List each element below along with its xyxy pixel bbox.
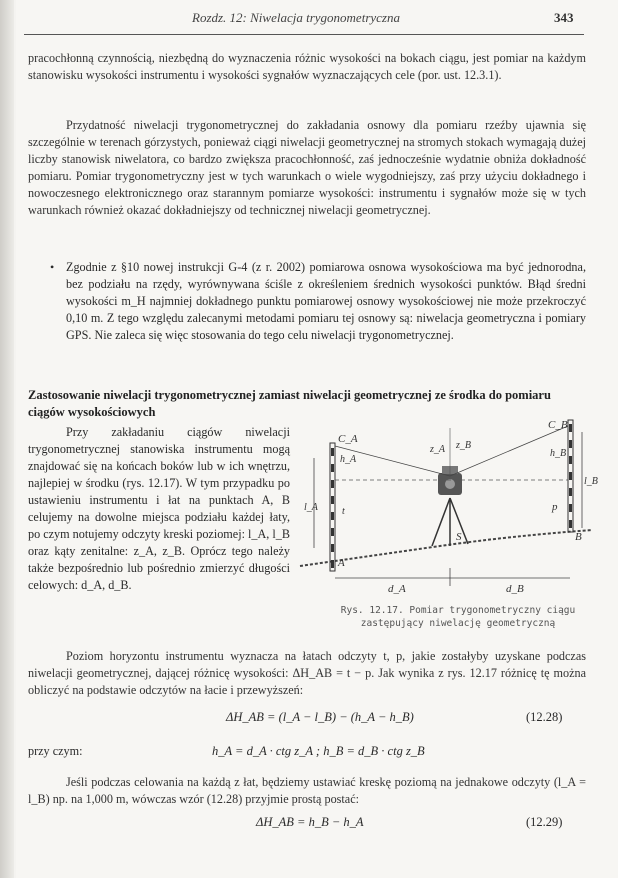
label-hb: h_B — [550, 448, 567, 459]
label-lb: l_B — [584, 476, 598, 487]
przy-czym-label: przy czym: — [28, 744, 83, 758]
figure-12-17 — [300, 418, 598, 608]
label-p: p — [552, 501, 558, 513]
label-a: A — [338, 557, 345, 569]
label-b: B — [575, 531, 582, 543]
label-za: z_A — [430, 444, 445, 455]
caption-line-1: Rys. 12.17. Pomiar trygonometryczny ciągu — [340, 605, 576, 616]
label-la: l_A — [304, 502, 318, 513]
equation-number-12-28: (12.28) — [526, 710, 563, 724]
paragraph-1: pracochłonną czynnością, niezbędną do wyznaczenia różnic wysokości na bokach ciągu, jest pomiar na każdym stanowisku wysokości instrumentu i wysokości sygnałów wyznaczających cele (por. ust. 12.3.1). — [28, 51, 586, 82]
running-title: Rozdz. 12: Niwelacja trygonometryczna — [192, 10, 400, 25]
bullet-dot: • — [50, 260, 55, 274]
figure-caption — [322, 604, 594, 630]
label-cb: C_B — [548, 419, 568, 431]
caption-line-2: zastępujący niwelację geometryczną — [360, 618, 556, 629]
paragraph-2: Przydatność niwelacji trygonometrycznej do zakładania osnowy dla pomiaru rzeźby ujawnia się szczególnie w terenach górzystych, ponieważ ciągi niwelacji geometrycznej na stromych stokach wymagają dużej liczby stanowisk niwelatora, co bardzo zwiększa pracochłonność, zaś jednocześnie wydatnie obniża dokładność pomiaru. Pomiar trygonometryczny jest w tych warunkach o wiele wygodniejszy, zaś przy użyciu dokładnego i nowoczesnego elektronicznego oraz starannym pomiarze wysokości: instrumentu i sygnałów może się w tych warunkach również okazać dokładniejszy od technicznej niwelacji geometrycznej. — [28, 118, 586, 217]
equation-heights: h_A = d_A · ctg z_A ; h_B = d_B · ctg z_B — [212, 744, 425, 758]
label-db: d_B — [506, 583, 524, 595]
label-ha: h_A — [340, 454, 357, 465]
header-rule — [24, 34, 584, 35]
paragraph-3: Poziom horyzontu instrumentu wyznacza na łatach odczyty t, p, jakie zostałyby uzyskane podczas niwelacji geometrycznej, dającej różnicę wysokości: ΔH_AB = t − p. Jak wynika z rys. 12.17 różnicę tę można obliczyć na podstawie odczytów na łacie i przewyższeń: — [28, 649, 586, 697]
label-zb: z_B — [456, 440, 471, 451]
equation-12-29: ΔH_AB = h_B − h_A — [256, 815, 364, 829]
paragraph-4: Jeśli podczas celowania na każdą z łat, będziemy ustawiać kreskę poziomą na jednakowe odczyty (l_A = l_B) np. na 1,000 m, wówczas wzór (12.28) przyjmie prostą postać: — [28, 775, 586, 806]
label-ca: C_A — [338, 433, 358, 445]
paragraph-column: Przy zakładaniu ciągów niwelacji trygonometrycznej stanowiska instrumentu mogą znajdować się na końcach boków lub w ich wnętrzu, najlepiej w środku (rys. 12.17). W tym przypadku po ustawieniu instrumentu i łat na punktach A, B celujemy na dowolne miejsca podziału każdej łaty, po czym notujemy odczyty kreski poziomej: l_A, l_B oraz kąty zenitalne: z_A, z_B. Oprócz tego należy także bezpośrednio lub pośrednio zmierzyć długości celowych: d_A, d_B. — [28, 425, 290, 592]
section-subheading: Zastosowanie niwelacji trygonometrycznej zamiast niwelacji geometrycznej ze środka do pomiaru ciągów wysokościowych — [28, 388, 551, 419]
page-header — [16, 8, 618, 26]
label-da: d_A — [388, 583, 406, 595]
label-s: S — [456, 531, 462, 543]
book-page — [16, 0, 618, 878]
equation-12-28: ΔH_AB = (l_A − l_B) − (h_A − h_B) — [226, 710, 414, 724]
label-t: t — [342, 506, 345, 517]
page-number: 343 — [554, 10, 574, 25]
bullet-paragraph: Zgodnie z §10 nowej instrukcji G-4 (z r. 2002) pomiarowa osnowa wysokościowa ma być jednorodna, bez podziału na rzędy, wyrównywana ściśle z określeniem średnich wysokości punktów. Błąd średni wysokości m_H najmniej dokładnego punktu pomiarowej osnowy wysokościowej nie może przekroczyć 0,10 m. Z tego względu zalecanymi metodami pomiaru tej osnowy są: niwelacja geometryczna i pomiary GPS. Nie zaleca się więc stosowania do tego celu niwelacji trygonometrycznej. — [66, 260, 586, 342]
scan-edge-shadow — [0, 0, 14, 878]
instrument-tripod — [432, 498, 468, 546]
equation-number-12-29: (12.29) — [526, 815, 563, 829]
